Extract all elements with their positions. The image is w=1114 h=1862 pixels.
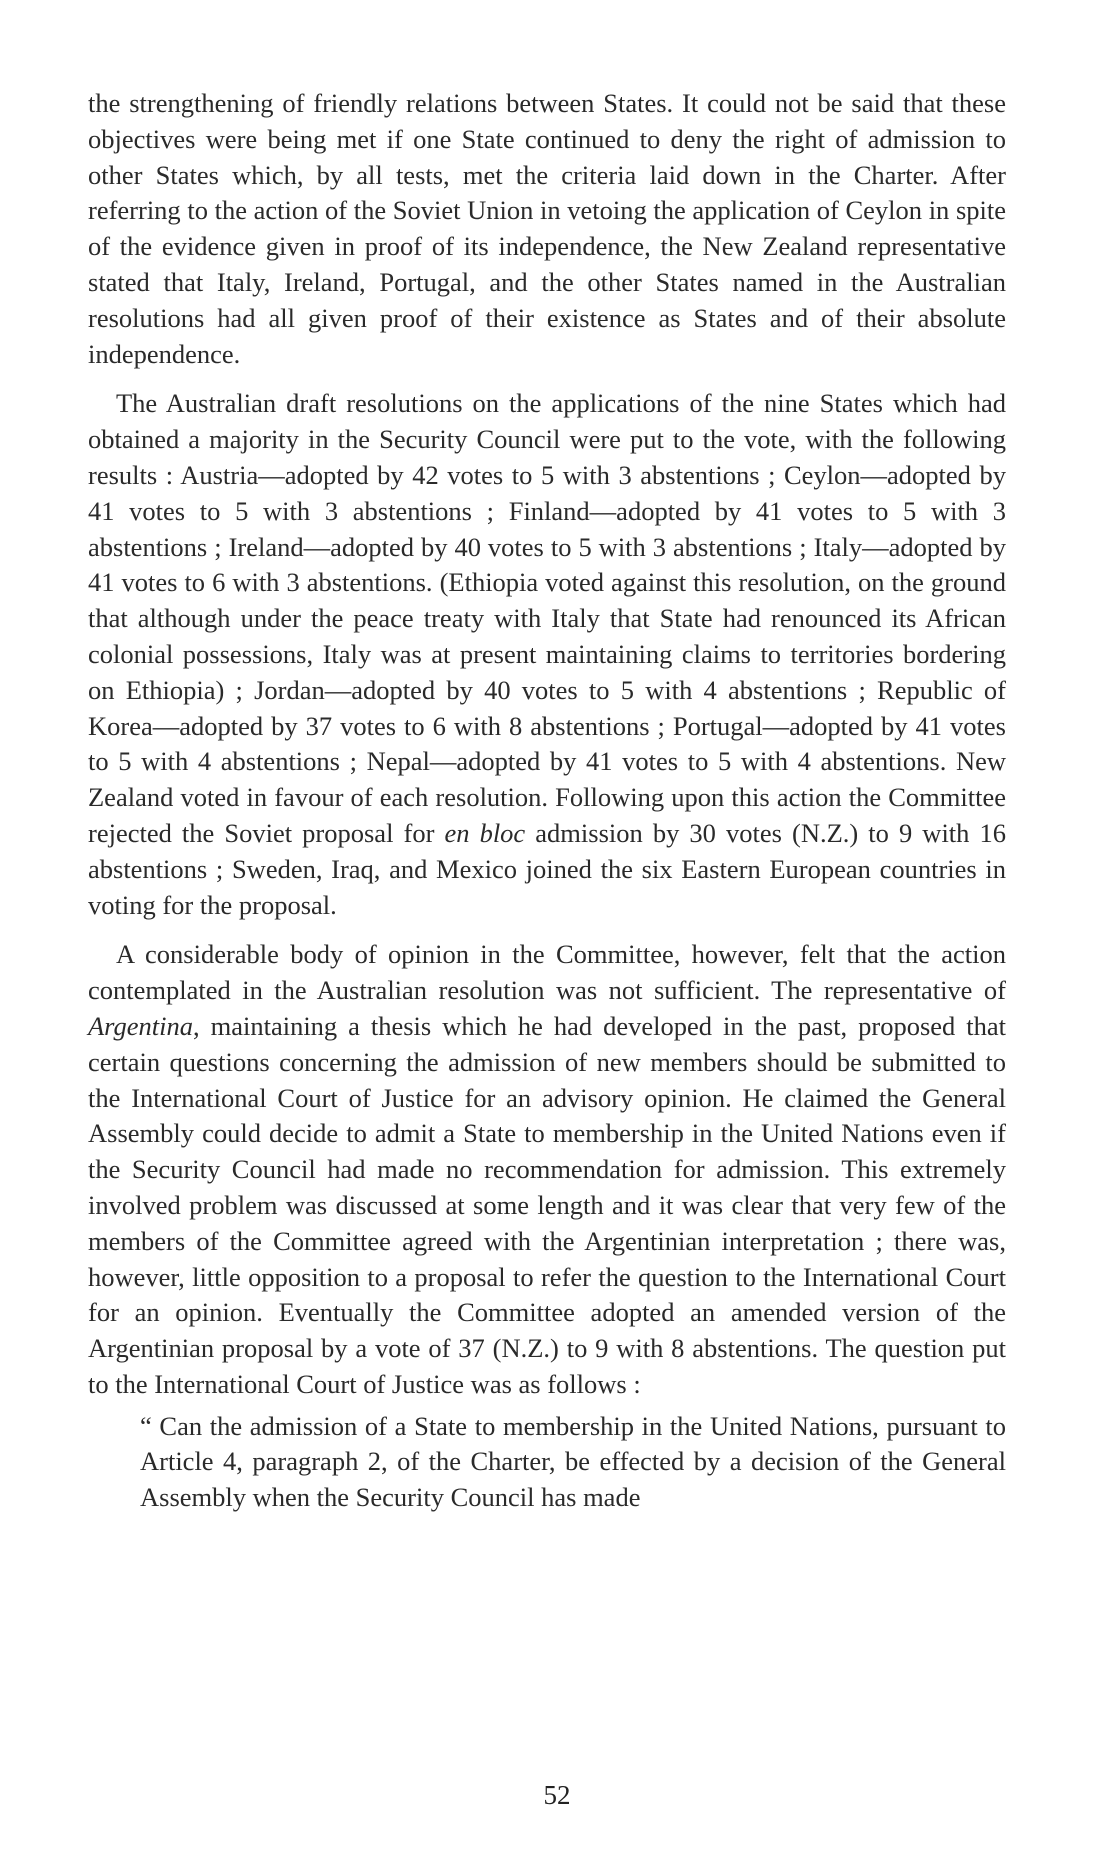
paragraph-3	[88, 937, 1006, 1402]
paragraph-3-text-b: , maintaining a thesis which he had developed in the past, proposed that certain questions concerning the admission of new members should be submitted to the International Court of Justice for an advisory opinion. He claimed the General Assembly could decide to admit a State to membership in the United Nations even if the Security Council had made no recommendation for admission. This extremely involved problem was discussed at some length and it was clear that very few of the members of the Committee agreed with the Argentinian interpretation ; there was, however, little opposition to a proposal to refer the question to the International Court for an opinion. Eventually the Committee adopted an amended version of the Argentinian proposal by a vote of 37 (N.Z.) to 9 with 8 abstentions. The question put to the International Court of Justice was as follows :	[88, 1010, 1006, 1399]
paragraph-2	[88, 386, 1006, 923]
page-body	[88, 86, 1006, 1516]
paragraph-3-text-a: A considerable body of opinion in the Committee, however, felt that the action contemplated in the Australian resolution was not sufficient. The representative of	[88, 939, 1006, 1006]
block-quote: “ Can the admission of a State to membership in the United Nations, pursuant to Article 4, paragraph 2, of the Charter, be effected by a decision of the General Assembly when the Security Council has made	[140, 1410, 1006, 1513]
page-number: 52	[543, 1780, 571, 1810]
paragraph-2-text-b: admission by 30 votes (N.Z.) to 9 with 16 abstentions ; Sweden, Iraq, and Mexico joined the six Eastern European countries in voting for the proposal.	[88, 817, 1006, 920]
paragraph-3-italic: Argentina	[88, 1010, 194, 1041]
paragraph-2-italic: en bloc	[444, 817, 526, 848]
paragraph-1: the strengthening of friendly relations between States. It could not be said that these objectives were being met if one State continued to deny the right of admission to other States which, by all tests, met the criteria laid down in the Charter. After referring to the action of the Soviet Union in vetoing the application of Ceylon in spite of the evidence given in proof of its independence, the New Zealand representative stated that Italy, Ireland, Portugal, and the other States named in the Australian resolutions had all given proof of their existence as States and of their absolute independence.	[88, 88, 1006, 369]
paragraph-2-text-a: The Australian draft resolutions on the applications of the nine States which had obtained a majority in the Security Council were put to the vote, with the following results : Austria—adopted by 42 votes to 5 with 3 abstentions ; Ceylon—adopted by 41 votes to 5 with 3 abstentions ; Finland—adopted by 41 votes to 5 with 3 abstentions ; Ireland—adopted by 40 votes to 5 with 3 abstentions ; Italy—adopted by 41 votes to 6 with 3 abstentions. (Ethiopia voted against this resolution, on the ground that although under the peace treaty with Italy that State had renounced its African colonial possessions, Italy was at present maintaining claims to territories bordering on Ethiopia) ; Jordan—adopted by 40 votes to 5 with 4 abstentions ; Republic of Korea—adopted by 37 votes to 6 with 8 abstentions ; Portugal—adopted by 41 votes to 5 with 4 abstentions ; Nepal—adopted by 41 votes to 5 with 4 abstentions. New Zealand voted in favour of each resolution. Following upon this action the Committee rejected the Soviet proposal for	[88, 388, 1006, 848]
